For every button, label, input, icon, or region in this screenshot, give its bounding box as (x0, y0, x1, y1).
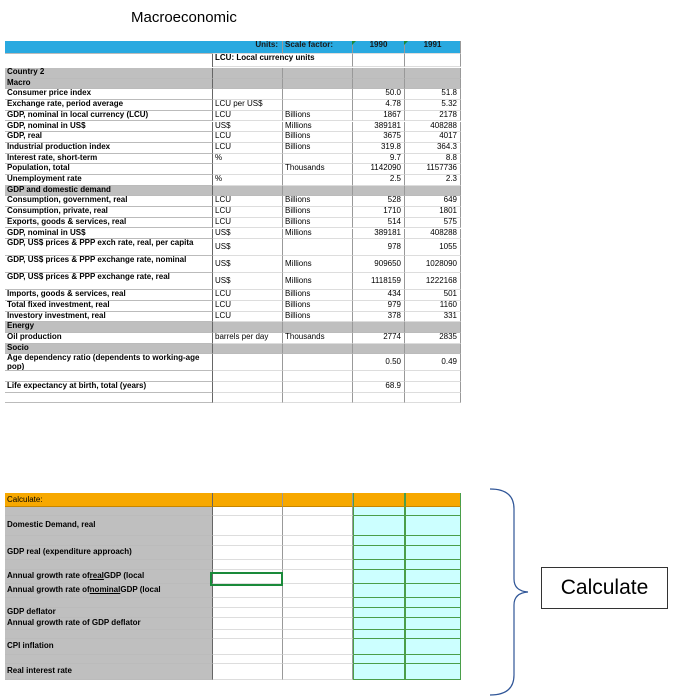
row-label[interactable]: GDP and domestic demand (5, 186, 213, 197)
value-1991[interactable]: 1222168 (405, 273, 461, 290)
calculate-input-cell[interactable] (213, 608, 283, 618)
calculate-label[interactable]: Annual growth rate of real GDP (local (5, 570, 213, 584)
scale-cell[interactable]: Billions (283, 312, 353, 323)
calculate-input-cell[interactable] (353, 655, 405, 664)
calculate-input-cell[interactable] (213, 516, 283, 536)
value-1990[interactable]: 9.7 (353, 154, 405, 165)
calculate-input-cell[interactable] (353, 584, 405, 598)
value-1990[interactable]: 514 (353, 218, 405, 229)
units-cell[interactable] (213, 382, 283, 393)
units-cell[interactable] (213, 371, 283, 382)
units-cell[interactable]: LCU per US$ (213, 100, 283, 111)
table-row (5, 273, 461, 290)
calculate-input-cell[interactable] (405, 608, 461, 618)
calculate-row (5, 618, 461, 630)
units-cell[interactable]: US$ (213, 239, 283, 256)
row-label[interactable]: Interest rate, short-term (5, 154, 213, 165)
calculate-input-cell[interactable] (283, 639, 353, 655)
table-row (5, 229, 461, 240)
page-title: Macroeconomic (131, 9, 237, 26)
value-1990[interactable]: 50.0 (353, 89, 405, 100)
section-row (5, 344, 461, 355)
value-1990[interactable]: 528 (353, 196, 405, 207)
table-row (5, 143, 461, 154)
calculate-row (5, 536, 461, 546)
row-label[interactable]: Country 2 (5, 68, 213, 79)
row-label[interactable]: Oil production (5, 333, 213, 344)
value-1990[interactable]: 979 (353, 301, 405, 312)
calculate-label[interactable] (5, 630, 213, 639)
calculate-input-cell[interactable] (213, 655, 283, 664)
value-1991[interactable]: 501 (405, 290, 461, 301)
units-cell[interactable]: LCU (213, 290, 283, 301)
value-1990[interactable] (353, 322, 405, 333)
header-year-1991[interactable]: 1991 (405, 41, 461, 54)
scale-cell[interactable]: Thousands (283, 333, 353, 344)
calculate-input-cell[interactable] (353, 560, 405, 570)
value-1991[interactable] (405, 186, 461, 197)
header-scale[interactable]: Scale factor: (283, 41, 353, 54)
curly-brace (490, 487, 540, 699)
units-cell[interactable]: LCU (213, 143, 283, 154)
calculate-input-cell[interactable] (353, 536, 405, 546)
units-cell[interactable] (213, 354, 283, 371)
calculate-row (5, 546, 461, 560)
scale-cell[interactable]: Millions (283, 256, 353, 273)
calculate-input-cell[interactable] (283, 584, 353, 598)
row-label[interactable]: Life expectancy at birth, total (years) (5, 382, 213, 393)
calculate-label: Calculate (541, 567, 668, 609)
row-label[interactable]: GDP, US$ prices & PPP exchange rate, real (5, 273, 213, 290)
units-cell[interactable]: LCU (213, 218, 283, 229)
calculate-input-cell[interactable] (283, 507, 353, 516)
section-row (5, 322, 461, 333)
value-1991[interactable] (405, 371, 461, 382)
calculate-label[interactable] (5, 536, 213, 546)
calculate-input-cell[interactable] (283, 560, 353, 570)
calculate-label[interactable]: Domestic Demand, real (5, 516, 213, 536)
value-1990[interactable] (353, 186, 405, 197)
calculate-label[interactable]: CPI inflation (5, 639, 213, 655)
header-units[interactable]: Units: (213, 41, 283, 54)
calculate-input-cell[interactable] (353, 546, 405, 560)
calculate-input-cell[interactable] (213, 546, 283, 560)
calculate-input-cell[interactable] (353, 630, 405, 639)
scale-cell[interactable]: Billions (283, 218, 353, 229)
calculate-row (5, 516, 461, 536)
calculate-header-cell[interactable] (353, 493, 405, 507)
table-row (5, 239, 461, 256)
scale-cell[interactable] (283, 371, 353, 382)
row-label[interactable] (5, 393, 213, 404)
value-1991[interactable]: 408288 (405, 229, 461, 240)
value-1991[interactable]: 8.8 (405, 154, 461, 165)
row-label[interactable]: Unemployment rate (5, 175, 213, 186)
calculate-input-cell[interactable] (213, 536, 283, 546)
row-label[interactable]: Investory investment, real (5, 312, 213, 323)
units-cell[interactable]: % (213, 154, 283, 165)
scale-cell[interactable]: Thousands (283, 164, 353, 175)
table-row (5, 333, 461, 344)
calculate-input-cell[interactable] (283, 516, 353, 536)
calculate-input-cell[interactable] (353, 639, 405, 655)
calculate-input-cell[interactable] (283, 618, 353, 630)
value-1991[interactable]: 2835 (405, 333, 461, 344)
value-1991[interactable]: 331 (405, 312, 461, 323)
scale-cell[interactable] (283, 186, 353, 197)
value-1990[interactable]: 3675 (353, 132, 405, 143)
lcu-note-row (5, 54, 461, 67)
value-1990[interactable]: 68.9 (353, 382, 405, 393)
cell-comment-marker (352, 41, 356, 45)
row-label[interactable]: Exports, goods & services, real (5, 218, 213, 229)
value-1991[interactable]: 4017 (405, 132, 461, 143)
value-1990[interactable]: 2.5 (353, 175, 405, 186)
row-label[interactable]: Population, total (5, 164, 213, 175)
calculate-input-cell[interactable] (283, 608, 353, 618)
table-row (5, 382, 461, 393)
table-row (5, 354, 461, 371)
value-1991[interactable]: 0.49 (405, 354, 461, 371)
calculate-input-cell[interactable] (405, 655, 461, 664)
scale-cell[interactable]: Billions (283, 111, 353, 122)
units-cell[interactable] (213, 68, 283, 79)
calculate-header-cell[interactable] (283, 493, 353, 507)
row-label[interactable]: Total fixed investment, real (5, 301, 213, 312)
value-1990[interactable]: 378 (353, 312, 405, 323)
scale-cell[interactable] (283, 344, 353, 355)
units-cell[interactable]: % (213, 175, 283, 186)
calculate-row (5, 560, 461, 570)
underlined-word: nominal (89, 585, 121, 595)
value-1991[interactable] (405, 344, 461, 355)
value-1991[interactable]: 408288 (405, 122, 461, 133)
row-label[interactable]: GDP, nominal in US$ (5, 122, 213, 133)
calculate-label[interactable]: GDP real (expenditure approach) (5, 546, 213, 560)
row-label[interactable]: Age dependency ratio (dependents to working-age pop) (5, 354, 213, 371)
row-label[interactable]: Imports, goods & services, real (5, 290, 213, 301)
units-cell[interactable]: LCU (213, 301, 283, 312)
section-row (5, 79, 461, 90)
calculate-input-cell[interactable] (405, 664, 461, 680)
calculate-row (5, 630, 461, 639)
units-cell[interactable] (213, 322, 283, 333)
calculate-input-cell[interactable] (283, 630, 353, 639)
calculate-label[interactable] (5, 598, 213, 608)
scale-cell[interactable]: Millions (283, 273, 353, 290)
note-empty-2 (405, 54, 461, 67)
value-1991[interactable] (405, 382, 461, 393)
calculate-row (5, 608, 461, 618)
table-row (5, 100, 461, 111)
calculate-input-cell[interactable] (283, 598, 353, 608)
value-1991[interactable]: 2178 (405, 111, 461, 122)
calculate-row (5, 664, 461, 680)
calculate-input-cell[interactable] (405, 639, 461, 655)
units-cell[interactable] (213, 79, 283, 90)
scale-cell[interactable] (283, 89, 353, 100)
scale-cell[interactable] (283, 393, 353, 404)
calculate-input-cell[interactable] (353, 570, 405, 584)
calculate-input-cell[interactable] (405, 630, 461, 639)
table-row (5, 122, 461, 133)
row-label[interactable]: Industrial production index (5, 143, 213, 154)
calculate-row (5, 639, 461, 655)
calculate-input-cell[interactable] (213, 560, 283, 570)
scale-cell[interactable]: Billions (283, 290, 353, 301)
calculate-input-cell[interactable] (283, 664, 353, 680)
scale-cell[interactable] (283, 100, 353, 111)
value-1990[interactable]: 319.8 (353, 143, 405, 154)
value-1990[interactable]: 1118159 (353, 273, 405, 290)
row-label[interactable]: GDP, US$ prices & PPP exch rate, real, per capita (5, 239, 213, 256)
scale-cell[interactable] (283, 322, 353, 333)
calculate-label[interactable] (5, 655, 213, 664)
value-1990[interactable]: 389181 (353, 122, 405, 133)
value-1991[interactable]: 2.3 (405, 175, 461, 186)
table-row (5, 111, 461, 122)
lcu-note: LCU: Local currency units (213, 54, 353, 67)
calculate-input-cell[interactable] (405, 507, 461, 516)
calculate-input-cell[interactable] (353, 516, 405, 536)
table-row (5, 312, 461, 323)
value-1991[interactable]: 364.3 (405, 143, 461, 154)
calculate-label[interactable]: Annual growth rate of GDP deflator (5, 618, 213, 630)
calculate-input-cell[interactable] (405, 618, 461, 630)
calculate-input-cell[interactable] (283, 570, 353, 584)
row-label[interactable]: GDP, nominal in local currency (LCU) (5, 111, 213, 122)
row-label[interactable]: Macro (5, 79, 213, 90)
calculate-input-cell[interactable] (405, 598, 461, 608)
calculate-input-cell[interactable] (213, 507, 283, 516)
value-1991[interactable]: 1157736 (405, 164, 461, 175)
value-1991[interactable]: 1055 (405, 239, 461, 256)
calculate-row (5, 507, 461, 516)
table-row (5, 154, 461, 165)
units-cell[interactable]: LCU (213, 111, 283, 122)
calculate-input-cell[interactable] (405, 516, 461, 536)
calculate-input-cell[interactable] (353, 507, 405, 516)
value-1991[interactable]: 575 (405, 218, 461, 229)
scale-cell[interactable] (283, 354, 353, 371)
table-row (5, 164, 461, 175)
header-year-1990[interactable]: 1990 (353, 41, 405, 54)
calculate-input-cell[interactable] (353, 608, 405, 618)
value-1990[interactable]: 434 (353, 290, 405, 301)
value-1990[interactable]: 1710 (353, 207, 405, 218)
units-cell[interactable]: LCU (213, 207, 283, 218)
calculate-input-cell[interactable] (353, 598, 405, 608)
value-1991[interactable] (405, 322, 461, 333)
scale-cell[interactable]: Billions (283, 207, 353, 218)
scale-cell[interactable] (283, 79, 353, 90)
underlined-word: real (89, 571, 104, 581)
value-1991[interactable] (405, 68, 461, 79)
section-row (5, 186, 461, 197)
value-1990[interactable]: 978 (353, 239, 405, 256)
value-1990[interactable]: 0.50 (353, 354, 405, 371)
calculate-row (5, 598, 461, 608)
scale-cell[interactable]: Billions (283, 196, 353, 207)
row-label[interactable] (5, 371, 213, 382)
calculate-label[interactable] (5, 560, 213, 570)
note-blank (5, 54, 213, 67)
calculate-input-cell[interactable] (353, 618, 405, 630)
value-1990[interactable] (353, 68, 405, 79)
table-row (5, 207, 461, 218)
value-1990[interactable] (353, 79, 405, 90)
scale-cell[interactable]: Billions (283, 301, 353, 312)
units-cell[interactable]: LCU (213, 132, 283, 143)
calculate-input-cell[interactable] (213, 639, 283, 655)
table-row (5, 196, 461, 207)
table-row (5, 290, 461, 301)
scale-cell[interactable] (283, 68, 353, 79)
table-row (5, 301, 461, 312)
calculate-row (5, 584, 461, 598)
row-label[interactable]: Energy (5, 322, 213, 333)
scale-cell[interactable] (283, 239, 353, 256)
calculate-input-cell[interactable] (353, 664, 405, 680)
note-empty-1 (353, 54, 405, 67)
row-label[interactable]: GDP, real (5, 132, 213, 143)
value-1990[interactable]: 4.78 (353, 100, 405, 111)
calculate-input-cell[interactable] (405, 560, 461, 570)
table-row (5, 393, 461, 404)
row-label[interactable]: GDP, nominal in US$ (5, 229, 213, 240)
calculate-header-cell[interactable] (405, 493, 461, 507)
calculate-input-cell[interactable] (405, 570, 461, 584)
calculate-input-cell[interactable] (283, 536, 353, 546)
units-cell[interactable] (213, 164, 283, 175)
row-label[interactable]: Consumption, private, real (5, 207, 213, 218)
calculate-input-cell[interactable] (405, 584, 461, 598)
calculate-input-cell[interactable] (213, 664, 283, 680)
value-1991[interactable]: 51.8 (405, 89, 461, 100)
calculate-input-cell[interactable] (213, 598, 283, 608)
calculate-header[interactable]: Calculate: (5, 493, 213, 507)
value-1991[interactable]: 1801 (405, 207, 461, 218)
calculate-input-cell[interactable] (213, 584, 283, 598)
calculate-header-cell[interactable] (213, 493, 283, 507)
calculate-input-cell[interactable] (283, 546, 353, 560)
scale-cell[interactable] (283, 154, 353, 165)
table-row (5, 256, 461, 273)
units-cell[interactable]: LCU (213, 312, 283, 323)
units-cell[interactable]: US$ (213, 122, 283, 133)
value-1990[interactable]: 389181 (353, 229, 405, 240)
table-row (5, 175, 461, 186)
calculate-input-cell[interactable] (213, 618, 283, 630)
scale-cell[interactable]: Millions (283, 229, 353, 240)
value-1990[interactable]: 2774 (353, 333, 405, 344)
value-1990[interactable]: 1142090 (353, 164, 405, 175)
scale-cell[interactable]: Billions (283, 143, 353, 154)
units-cell[interactable] (213, 393, 283, 404)
value-1991[interactable]: 5.32 (405, 100, 461, 111)
value-1991[interactable] (405, 393, 461, 404)
scale-cell[interactable] (283, 175, 353, 186)
calculate-header-row (5, 493, 461, 507)
row-label[interactable]: Exchange rate, period average (5, 100, 213, 111)
table-row (5, 371, 461, 382)
section-row (5, 68, 461, 79)
units-cell[interactable]: US$ (213, 256, 283, 273)
row-label[interactable]: Socio (5, 344, 213, 355)
value-1990[interactable]: 909650 (353, 256, 405, 273)
table-row (5, 218, 461, 229)
calculate-row (5, 655, 461, 664)
calculate-input-cell[interactable] (213, 630, 283, 639)
value-1991[interactable] (405, 79, 461, 90)
value-1990[interactable] (353, 393, 405, 404)
calculate-input-cell[interactable] (405, 536, 461, 546)
row-label[interactable]: Consumption, government, real (5, 196, 213, 207)
table-row (5, 132, 461, 143)
value-1990[interactable]: 1867 (353, 111, 405, 122)
units-cell[interactable]: LCU (213, 196, 283, 207)
units-cell[interactable]: US$ (213, 229, 283, 240)
calculate-label[interactable] (5, 507, 213, 516)
units-cell[interactable] (213, 89, 283, 100)
cell-comment-marker (404, 41, 408, 45)
calculate-input-cell[interactable] (283, 655, 353, 664)
header-blank (5, 41, 213, 54)
value-1990[interactable] (353, 344, 405, 355)
row-label[interactable]: GDP, US$ prices & PPP exchange rate, nominal (5, 256, 213, 273)
value-1990[interactable] (353, 371, 405, 382)
units-cell[interactable] (213, 344, 283, 355)
value-1991[interactable]: 649 (405, 196, 461, 207)
calculate-label[interactable]: GDP deflator (5, 608, 213, 618)
header-row (5, 41, 461, 54)
scale-cell[interactable]: Billions (283, 132, 353, 143)
value-1991[interactable]: 1160 (405, 301, 461, 312)
units-cell[interactable] (213, 186, 283, 197)
scale-cell[interactable]: Millions (283, 122, 353, 133)
units-cell[interactable]: barrels per day (213, 333, 283, 344)
calculate-label[interactable]: Real interest rate (5, 664, 213, 680)
units-cell[interactable]: US$ (213, 273, 283, 290)
calculate-label[interactable]: Annual growth rate of nominal GDP (local (5, 584, 213, 598)
calculate-input-cell[interactable] (405, 546, 461, 560)
row-label[interactable]: Consumer price index (5, 89, 213, 100)
selected-cell[interactable] (210, 572, 283, 586)
value-1991[interactable]: 1028090 (405, 256, 461, 273)
scale-cell[interactable] (283, 382, 353, 393)
table-row (5, 89, 461, 100)
